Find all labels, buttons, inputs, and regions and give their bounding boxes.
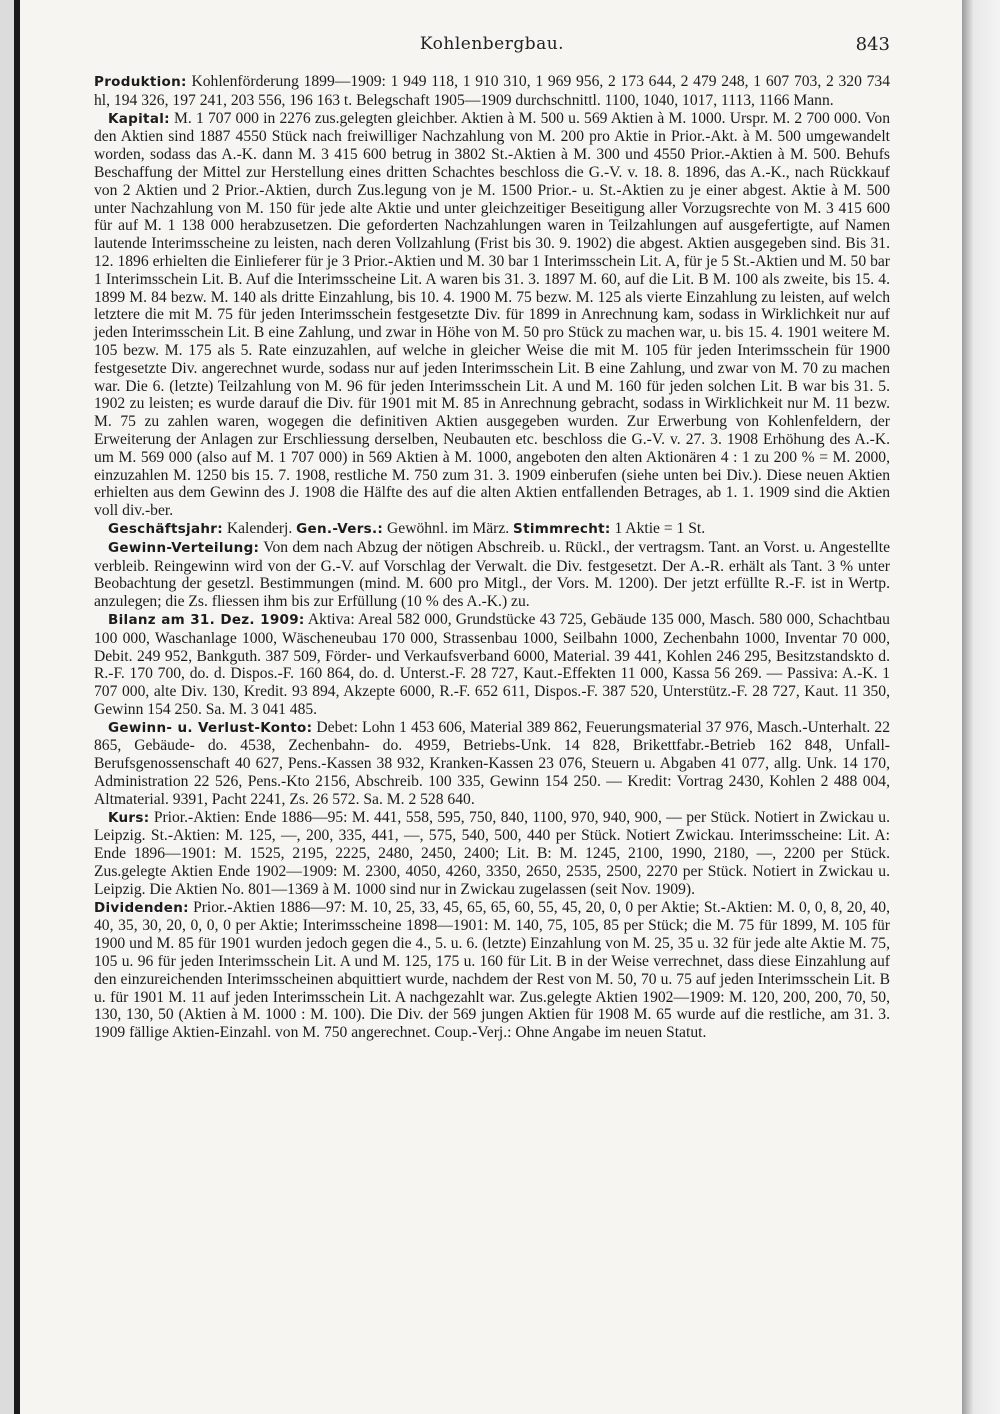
page-header bbox=[94, 34, 890, 58]
section-geschaeftsjahr bbox=[94, 520, 890, 539]
page-body bbox=[94, 73, 890, 1042]
running-title: Kohlenbergbau. bbox=[419, 34, 565, 54]
section-text: Kalenderj. bbox=[222, 519, 297, 537]
section-gewinn-verteilung bbox=[94, 539, 890, 611]
section-label: Dividenden: bbox=[94, 899, 189, 916]
section-text: Debet: Lohn 1 453 606, Material 389 862, Feuerungsmaterial 37 976, Masch.-Unterhalt. 22 865, Gebäude- do. 4538, Zechenbahn- do. 4959, Betriebs-Unk. 14 828, Brikettfabr.-Betrieb 162 848, Unfall-Berufsgenossenschaft 40 627, Pens.-Kassen 38 932, Kranken-Kassen 23 076, Steuern u. Abgaben 41 077, allg. Unk. 14 170, Administration 22 526, Pens.-Kto 2156, Abschreib. 100 335, Gewinn 154 250. — Kredit: Vortrag 2430, Kohlen 2 488 004, Altmaterial. 9391, Pacht 2241, Zs. 26 572. Sa. M. 2 528 640. bbox=[94, 718, 890, 808]
section-text: M. 1 707 000 in 2276 zus.gelegten gleichber. Aktien à M. 500 u. 569 Aktien à M. 1000. Urspr. M. 2 700 000. Von den Aktien sind 1887 4550 Stück nach freiwilliger Nachzahlung von M. 200 pro Aktie in Prior.-Akt. à M. 500 umgewandelt worden, sodass das A.-K. dann M. 3 415 600 betrug in 3802 St.-Aktien à M. 300 und 4550 Prior.-Aktien à M. 500. Behufs Beschaffung der Mittel zur Herstellung eines dritten Schachtes beschloss die G.-V. v. 18. 8. 1896, das A.-K., nach Rückkauf von 2 Aktien und 2 Prior.-Aktien, durch Zus.legung von je M. 1500 Prior.- u. St.-Aktien zu je einer abgest. Aktie à M. 500 unter Nachzahlung von M. 150 für jede alte Aktie und unter gleichzeitiger Beseitigung aller Vorzugsrechte von M. 3 415 600 für auf M. 1 138 000 herabzusetzen. Die geforderten Nachzahlungen waren in Teilzahlungen auf ausgefertigte, auf Namen lautende Interimsscheine zu leisten, nach deren Vollzahlung (Frist bis 30. 9. 1902) die abgest. Aktien ausgegeben sind. Bis 31. 12. 1896 erhielten die Einlieferer für je 3 Prior.-Aktien und M. 30 bar 1 Interimsschein Lit. A, für je 5 St.-Aktien und M. 50 bar 1 Interimsschein Lit. B. Auf die Interimsscheine Lit. A waren bis 31. 3. 1897 M. 60, auf die Lit. B M. 100 als zweite, bis 15. 4. 1899 M. 84 bezw. M. 140 als dritte Einzahlung, bis 10. 4. 1900 M. 75 bezw. M. 125 als vierte Einzahlung zu leisten, auf welch letztere die mit M. 75 für jeden Interimsschein festgesetzte Div. für 1899 in Anrechnung kam, sodass in Wirklichkeit nur auf jeden Interimsschein Lit. B eine Zahlung, und zwar in Höhe von M. 50 pro Stück zu machen war, u. bis 15. 4. 1901 weitere M. 105 bezw. M. 175 als 5. Rate einzuzahlen, auf welche in gleicher Weise die mit M. 105 für jeden Interimsschein für 1900 festgesetzte Div. angerechnet wurde, sodass nur auf jeden Interimsschein Lit. B eine Zahlung, und zwar von M. 70 zu machen war. Die 6. (letzte) Teilzahlung von M. 96 für jeden Interimsschein Lit. A und M. 160 für jeden solchen Lit. B war bis 31. 5. 1902 zu leisten; es wurde darauf die Div. für 1901 mit M. 85 in Anrechnung gebracht, sodass in Wirklichkeit nur M. 11 bezw. M. 75 zu zahlen waren, wogegen die definitiven Aktien ausgegeben wurden. Zur Erwerbung von Kohlenfeldern, der Erweiterung der Anlagen zur Erschliessung derselben, Neubauten etc. beschloss die G.-V. v. 27. 3. 1908 Erhöhung des A.-K. um M. 569 000 (also auf M. 1 707 000) in 569 Aktien à M. 1000, angeboten den alten Aktionären 4 : 1 zu 200 % = M. 2000, einzuzahlen M. 1250 bis 15. 7. 1908, restliche M. 750 zum 31. 3. 1909 einberufen (siehe unten bei Div.). Diese neuen Aktien erhielten aus dem Gewinn des J. 1908 die Hälfte des auf die alten Aktien entfallenden Betrages, ab 1. 1. 1909 sind die Aktien voll div.-ber. bbox=[94, 109, 890, 520]
section-label: Gewinn-Verteilung: bbox=[108, 539, 260, 556]
section-produktion bbox=[94, 73, 890, 110]
section-label: Gen.-Vers.: bbox=[296, 520, 384, 537]
section-text: Gewöhnl. im März. bbox=[383, 519, 514, 537]
section-dividenden bbox=[94, 899, 890, 1042]
section-text: Kohlenförderung 1899—1909: 1 949 118, 1 910 310, 1 969 956, 2 173 644, 2 479 248, 1 607 703, 2 320 734 hl, 194 326, 197 241, 203 556, 196 163 t. Belegschaft 1905—1909 durchschnittl. 1100, 1040, 1017, 1113, 1166 Mann. bbox=[94, 73, 890, 109]
section-text: Von dem nach Abzug der nötigen Abschreib. u. Rückl., der vertragsm. Tant. an Vorst. u. Angestellte verbleib. Reingewinn wird von der G.-V. auf Vorschlag der Verwalt. die Div. festgesetzt. Der A.-R. erhält als Tant. 3 % unter Beobachtung der gesetzl. Bestimmungen (mind. M. 600 pro Mitgl., der Vors. M. 1200). Der jetzt erfüllte R.-F. ist in Wertp. anzulegen; die Zs. fliessen ihm bis zur Erfüllung (10 % des A.-K.) zu. bbox=[94, 538, 890, 611]
section-kurs bbox=[94, 809, 890, 899]
section-label: Bilanz am 31. Dez. 1909: bbox=[108, 611, 305, 628]
section-text: Prior.-Aktien 1886—97: M. 10, 25, 33, 45, 65, 65, 60, 55, 45, 20, 0, 0 per Aktie; St.-Aktien: M. 0, 0, 8, 20, 40, 40, 35, 30, 20, 0, 0, 0 per Aktie; Interimsscheine 1898—1901: M. 140, 75, 105, 85 per Stück; die M. 75 für 1899, M. 105 für 1900 und M. 85 für 1901 wurden jedoch gegen die 4., 5. u. 6. (letzte) Einzahlung von M. 25, 35 u. 32 für jede alte Aktie M. 75, 105 u. 96 für jeden Interimsschein Lit. A und M. 125, 175 u. 160 für Lit. B in der Weise verrechnet, dass diese Einzahlung auf den einzureichenden Interimsscheinen abquittiert wurde, nachdem der Rest von M. 50, 70 u. 75 auf jeden Interimsschein Lit. B u. für 1901 M. 11 auf jeden Interimsschein Lit. A nachgezahlt war. Zus.gelegte Aktien 1902—1909: M. 120, 200, 200, 70, 50, 130, 130, 50 (Aktien à M. 1000 : M. 100). Die Div. der 569 jungen Aktien für 1908 M. 65 wurde auf die restliche, am 31. 3. 1909 fällige Aktien-Einzahl. von M. 750 angerechnet. Coup.-Verj.: Ohne Angabe im neuen Statut. bbox=[94, 898, 890, 1042]
section-label: Gewinn- u. Verlust-Konto: bbox=[108, 719, 313, 736]
section-label: Produktion: bbox=[94, 74, 187, 90]
section-text: Prior.-Aktien: Ende 1886—95: M. 441, 558, 595, 750, 840, 1100, 970, 940, 900, — per Stück. Notiert in Zwickau u. Leipzig. St.-Aktien: M. 125, —, 200, 335, 441, —, 575, 540, 500, 440 per Stück. Notiert Zwickau. Interimsscheine: Lit. A: Ende 1896—1901: M. 1525, 2195, 2225, 2480, 2450, 2400; Lit. B: M. 1245, 2100, 1990, 2180, —, 2200 per Stück. Zus.gelegte Aktien Ende 1902—1909: M. 2300, 4050, 4260, 3350, 2650, 2535, 2500, 2270 per Stück. Notiert in Zwickau u. Leipzig. Die Aktien No. 801—1369 à M. 1000 sind nur in Zwickau zugelassen (seit Nov. 1909). bbox=[94, 808, 890, 898]
section-label: Kurs: bbox=[108, 809, 150, 826]
section-bilanz bbox=[94, 611, 890, 719]
section-gewinn-verlust bbox=[94, 719, 890, 809]
book-page bbox=[14, 0, 962, 1414]
section-label: Kapital: bbox=[108, 110, 170, 127]
section-label: Stimmrecht: bbox=[513, 520, 611, 537]
section-label: Geschäftsjahr: bbox=[108, 520, 223, 537]
page-number: 843 bbox=[855, 34, 890, 55]
section-text: Aktiva: Areal 582 000, Grundstücke 43 725, Gebäude 135 000, Masch. 580 000, Schachtbau 100 000, Waschanlage 1000, Wäscheneubau 170 000, Strassenbau 1000, Seilbahn 1000, Zechenbahn 1000, Inventar 70 000, Debit. 249 952, Bankguth. 387 509, Förder- und Verkaufsverband 6000, Material. 39 441, Kohlen 246 295, Besitzstandskto d. R.-F. 170 700, do. d. Dispos.-F. 160 864, do. d. Unterst.-F. 28 727, Kaut.-Effekten 11 000, Kassa 56 269. — Passiva: A.-K. 1 707 000, alte Div. 130, Kredit. 93 894, Akzepte 6000, R.-F. 652 611, Dispos.-F. 387 520, Unterstütz.-F. 28 727, Kaut. 11 350, Gewinn 154 250. Sa. M. 3 041 485. bbox=[94, 610, 890, 718]
section-kapital bbox=[94, 110, 890, 520]
scan-edge bbox=[962, 0, 1000, 1414]
section-text: 1 Aktie = 1 St. bbox=[610, 519, 706, 537]
